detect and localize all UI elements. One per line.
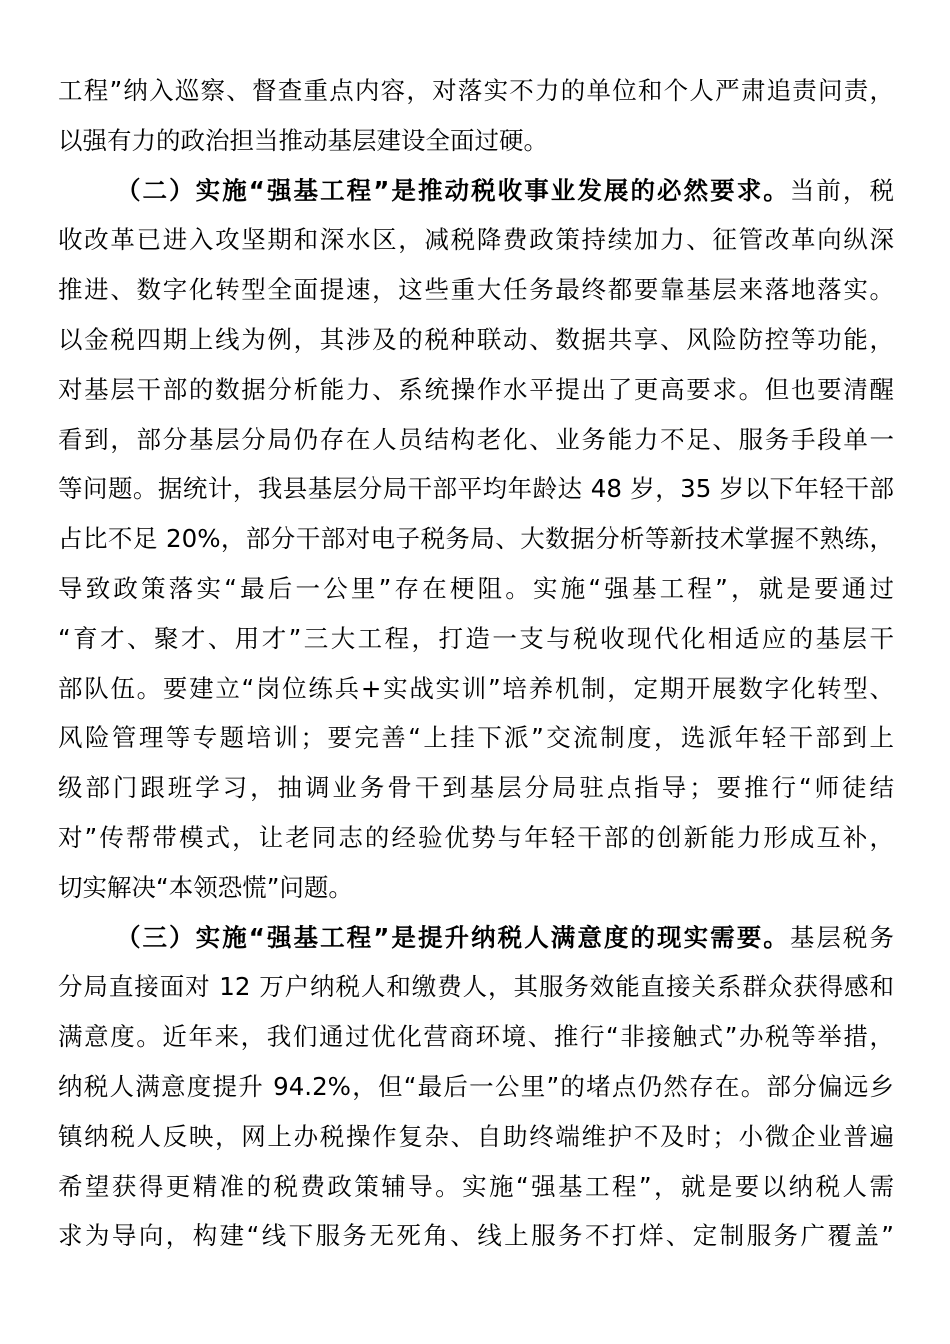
- paragraph-line: 工程”纳入巡察、督查重点内容，对落实不力的单位和个人严肃追责问责，: [58, 76, 894, 105]
- paragraph-line: 以强有力的政治担当推动基层建设全面过硬。: [58, 125, 548, 155]
- paragraph-line: 导致政策落实“最后一公里”存在梗阻。实施“强基工程”，就是要通过: [58, 573, 894, 603]
- paragraph-line: 满意度。近年来，我们通过优化营商环境、推行“非接触式”办税等举措，: [58, 1022, 894, 1052]
- paragraph-line: 对”传帮带模式，让老同志的经验优势与年轻干部的创新能力形成互补，: [58, 822, 894, 852]
- paragraph-line: 等问题。据统计，我县基层分局干部平均年龄达 48 岁，35 岁以下年轻干部: [58, 474, 894, 504]
- document-page: [58, 66, 894, 1261]
- paragraph-line: 对基层干部的数据分析能力、系统操作水平提出了更高要求。但也要清醒: [58, 374, 894, 404]
- section-3-heading: （三）实施“强基工程”是提升纳税人满意度的现实需要。: [116, 922, 790, 952]
- section-3-first-line-text: 基层税务: [789, 922, 894, 952]
- paragraph-line: 看到，部分基层分局仍存在人员结构老化、业务能力不足、服务手段单一: [58, 424, 894, 454]
- paragraph-line: 镇纳税人反映，网上办税操作复杂、自助终端维护不及时；小微企业普遍: [58, 1121, 894, 1151]
- paragraph-line: 收改革已进入攻坚期和深水区，减税降费政策持续加力、征管改革向纵深: [58, 225, 894, 255]
- paragraph-line: 切实解决“本领恐慌”问题。: [58, 872, 353, 902]
- paragraph-line: 推进、数字化转型全面提速，这些重大任务最终都要靠基层来落地落实。: [58, 275, 894, 305]
- section-2-first-line: [58, 166, 894, 216]
- paragraph-line: 纳税人满意度提升 94.2%，但“最后一公里”的堵点仍然存在。部分偏远乡: [58, 1071, 894, 1101]
- paragraph-line: 求为导向，构建“线下服务无死角、线上服务不打烊、定制服务广覆盖”: [58, 1221, 894, 1251]
- section-3-first-line: [58, 913, 894, 963]
- section-2-first-line-text: 当前，税: [789, 175, 894, 205]
- paragraph-line: 级部门跟班学习，抽调业务骨干到基层分局驻点指导；要推行“师徒结: [58, 773, 894, 803]
- paragraph-line: 部队伍。要建立“岗位练兵+实战实训”培养机制，定期开展数字化转型、: [58, 673, 894, 703]
- paragraph-line: 希望获得更精准的税费政策辅导。实施“强基工程”，就是要以纳税人需: [58, 1171, 894, 1201]
- paragraph-line: 分局直接面对 12 万户纳税人和缴费人，其服务效能直接关系群众获得感和: [58, 972, 894, 1002]
- paragraph-line: 占比不足 20%，部分干部对电子税务局、大数据分析等新技术掌握不熟练，: [58, 524, 894, 554]
- paragraph-line: 以金税四期上线为例，其涉及的税种联动、数据共享、风险防控等功能，: [58, 324, 894, 354]
- section-2-heading: （二）实施“强基工程”是推动税收事业发展的必然要求。: [116, 175, 790, 205]
- paragraph-line: 风险管理等专题培训；要完善“上挂下派”交流制度，选派年轻干部到上: [58, 723, 894, 753]
- paragraph-line: “育才、聚才、用才”三大工程，打造一支与税收现代化相适应的基层干: [58, 623, 894, 653]
